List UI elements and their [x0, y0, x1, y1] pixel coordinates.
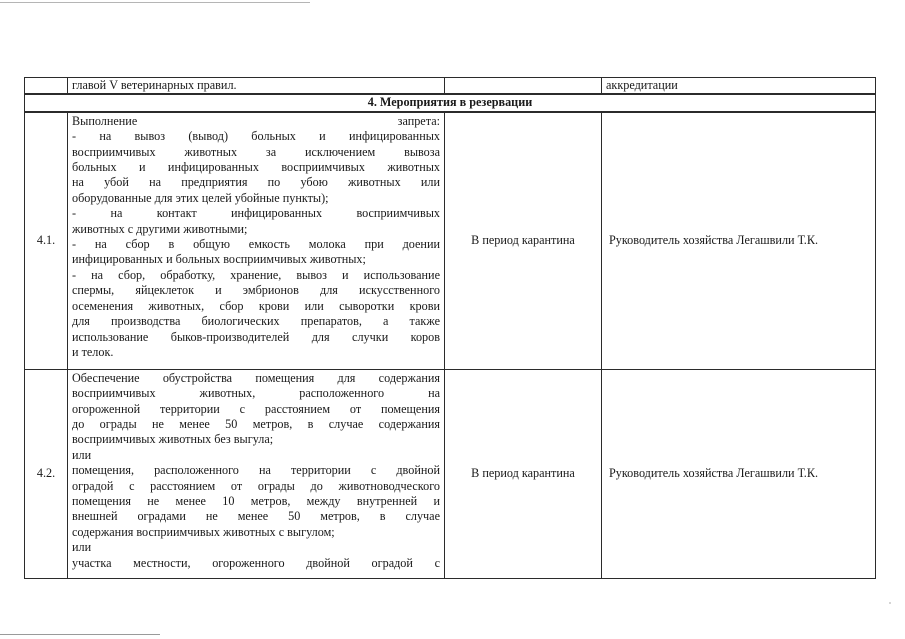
measure-text-line: помещения не менее 10 метров, между внутренней и — [72, 494, 440, 509]
measure-text-line: оградой с расстоянием от ограды до животноводческого — [72, 478, 440, 493]
term-cell — [445, 78, 602, 95]
table-row — [25, 369, 876, 578]
measure-text-line: оборудованные для этих целей убойные пункты); — [72, 190, 329, 205]
measure-text-line: восприимчивых животных за исключением вывоза — [72, 144, 440, 159]
measure-text-line: Выполнение запрета: — [72, 113, 440, 128]
responsible-cell: аккредитации — [602, 78, 876, 95]
measure-text-line: для производства биологических препаратов, а также — [72, 314, 440, 329]
scan-speck — [889, 602, 891, 604]
measure-text-line: восприимчивых животных, расположенного на — [72, 386, 440, 401]
table-row — [25, 112, 876, 370]
measure-text-line: восприимчивых животных без выгула; — [72, 432, 274, 447]
measure-text-line: использование быков-производителей для случки коров — [72, 329, 440, 344]
measure-text-line: инфицированных и больных восприимчивых животных; — [72, 252, 366, 267]
row-number: 4.1. — [25, 112, 68, 370]
measure-text-line: - на вывоз (вывод) больных и инфицированных — [72, 129, 440, 144]
measure-text-line: содержания восприимчивых животных с выгулом; — [72, 524, 335, 539]
measure-text-line: - на сбор, обработку, хранение, вывоз и использование — [72, 267, 440, 282]
measure-text-line: спермы, яйцеклеток и эмбрионов для искусственного — [72, 283, 440, 298]
measure-text-line: и телок. — [72, 344, 114, 359]
measures-table — [24, 77, 876, 579]
row-number-cell — [25, 78, 68, 95]
table-row — [25, 78, 876, 95]
responsible-cell: Руководитель хозяйства Легашвили Т.К. — [602, 112, 876, 370]
responsible-cell: Руководитель хозяйства Легашвили Т.К. — [602, 369, 876, 578]
term-cell: В период карантина — [445, 112, 602, 370]
measure-text-line: участка местности, огороженного двойной оградой с — [72, 555, 440, 570]
measure-text-line: или — [72, 447, 92, 462]
measure-text-line: больных и инфицированных восприимчивых животных — [72, 160, 440, 175]
measure-text-cell: главой V ветеринарных правил. — [68, 78, 445, 95]
scan-artifact-top — [0, 2, 310, 3]
row-number: 4.2. — [25, 369, 68, 578]
section-title: 4. Мероприятия в резервации — [25, 94, 876, 111]
measure-text-line: осеменения животных, сбор крови или сыворотки крови — [72, 298, 440, 313]
measure-text-line: - на сбор в общую емкость молока при доении — [72, 237, 440, 252]
measure-text-line: - на контакт инфицированных восприимчивых — [72, 206, 440, 221]
measure-text-line: животных с другими животными; — [72, 221, 248, 236]
section-header-row — [25, 94, 876, 111]
measure-text-line: внешней оградами не менее 50 метров, в случае — [72, 509, 440, 524]
measure-text-line: помещения, расположенного на территории с двойной — [72, 463, 440, 478]
scan-artifact-bottom — [0, 634, 160, 635]
measure-text-line: огороженной территории с расстоянием от помещения — [72, 401, 440, 416]
measure-text-cell — [68, 369, 445, 578]
measure-text-line: на убой на предприятия по убою животных или — [72, 175, 440, 190]
measure-text-line: или — [72, 540, 92, 555]
measure-text-line: до ограды не менее 50 метров, в случае содержания — [72, 417, 440, 432]
measure-text-cell — [68, 112, 445, 370]
term-cell: В период карантина — [445, 369, 602, 578]
measure-text-line: Обеспечение обустройства помещения для содержания — [72, 370, 440, 385]
